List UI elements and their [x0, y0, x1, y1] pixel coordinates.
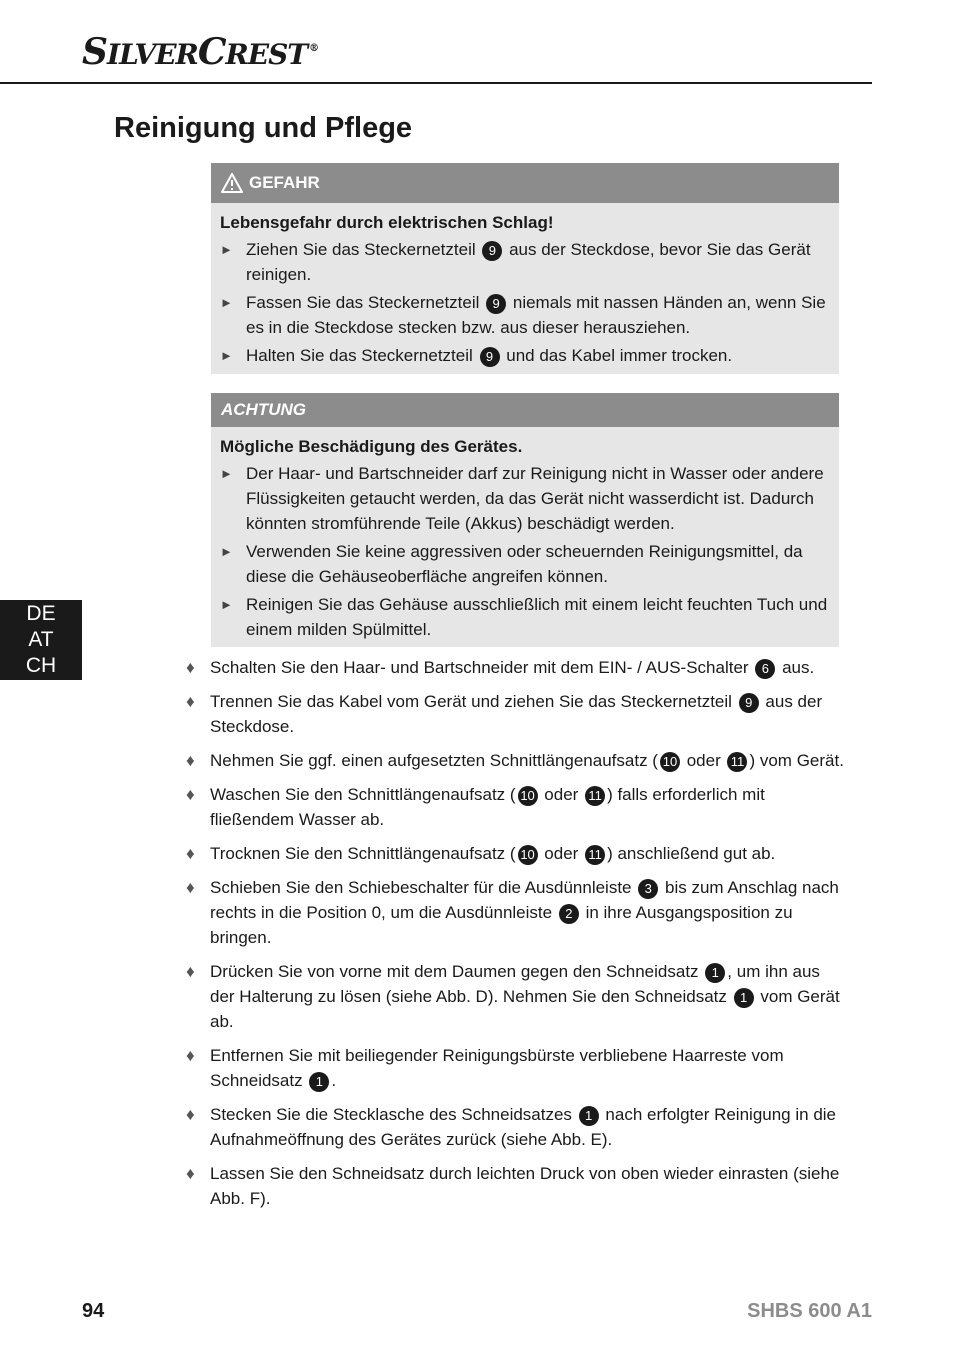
diamond-bullet-icon: ♦ [186, 658, 195, 677]
step-item: ♦ Schieben Sie den Schiebeschalter für die Ausdünnleiste 3 bis zum Anschlag nach rechts in die Position 0, um die Ausdünnleiste 2 in ihre Ausgangsposition zu bringen. [186, 875, 846, 950]
part-number-badge: 9 [739, 693, 759, 713]
step-item: ♦ Schalten Sie den Haar- und Bartschneider mit dem EIN- / AUS-Schalter 6 aus. [186, 655, 846, 680]
list-item: ► Fassen Sie das Steckernetzteil 9 niemals mit nassen Händen an, wenn Sie es in die Steckdose stecken bzw. aus dieser herausziehen. [220, 290, 829, 340]
danger-subtitle: Lebensgefahr durch elektrischen Schlag! [220, 213, 554, 232]
step-item: ♦ Trennen Sie das Kabel vom Gerät und ziehen Sie das Steckernetzteil 9 aus der Steckdose. [186, 689, 846, 739]
diamond-bullet-icon: ♦ [186, 1046, 195, 1065]
part-number-badge: 6 [755, 659, 775, 679]
danger-header [211, 163, 839, 203]
part-number-badge: 11 [585, 786, 605, 806]
part-number-badge: 1 [705, 963, 725, 983]
diamond-bullet-icon: ♦ [186, 962, 195, 981]
step-item: ♦ Trocknen Sie den Schnittlängenaufsatz ( 10 oder 11 ) anschließend gut ab. [186, 841, 846, 866]
language-de: DE [26, 602, 56, 625]
step-item: ♦ Nehmen Sie ggf. einen aufgesetzten Schnittlängenaufsatz ( 10 oder 11 ) vom Gerät. [186, 748, 846, 773]
part-number-badge: 10 [518, 786, 538, 806]
step-item: ♦ Drücken Sie von vorne mit dem Daumen gegen den Schneidsatz 1 , um ihn aus der Halterung zu lösen (siehe Abb. D). Nehmen Sie den Schneidsatz 1 vom Gerät ab. [186, 959, 846, 1034]
list-item: ► Reinigen Sie das Gehäuse ausschließlich mit einem leicht feuchten Tuch und einem milden Spülmittel. [220, 592, 829, 642]
cleaning-steps [186, 655, 846, 1220]
header-rule [0, 82, 872, 84]
list-item: ► Ziehen Sie das Steckernetzteil 9 aus der Steckdose, bevor Sie das Gerät reinigen. [220, 237, 829, 287]
part-number-badge: 1 [579, 1106, 599, 1126]
arrow-right-icon: ► [220, 242, 233, 257]
list-item: ► Verwenden Sie keine aggressiven oder scheuernden Reinigungsmittel, da diese die Gehäuseoberfläche angreifen können. [220, 539, 829, 589]
list-item: ► Halten Sie das Steckernetzteil 9 und das Kabel immer trocken. [220, 343, 829, 368]
step-item: ♦ Stecken Sie die Stecklasche des Schneidsatzes 1 nach erfolgter Reinigung in die Aufnahmeöffnung des Gerätes zurück (siehe Abb. E). [186, 1102, 846, 1152]
arrow-right-icon: ► [220, 466, 233, 481]
page-title: Reinigung und Pflege [114, 112, 413, 144]
diamond-bullet-icon: ♦ [186, 785, 195, 804]
caution-box [211, 393, 839, 647]
part-number-badge: 9 [482, 241, 502, 261]
part-number-badge: 1 [734, 988, 754, 1008]
list-item: ► Der Haar- und Bartschneider darf zur Reinigung nicht in Wasser oder andere Flüssigkeiten getaucht werden, da das Gerät nicht wasserdicht ist. Dadurch könnten stromführende Teile (Akkus) beschädigt werden. [220, 461, 829, 536]
diamond-bullet-icon: ♦ [186, 751, 195, 770]
part-number-badge: 11 [727, 752, 747, 772]
step-item: ♦ Lassen Sie den Schneidsatz durch leichten Druck von oben wieder einrasten (siehe Abb. F). [186, 1161, 846, 1211]
step-item: ♦ Waschen Sie den Schnittlängenaufsatz ( 10 oder 11 ) falls erforderlich mit fließendem Wasser ab. [186, 782, 846, 832]
part-number-badge: 3 [638, 879, 658, 899]
part-number-badge: 9 [480, 347, 500, 367]
language-ch: CH [25, 654, 57, 677]
part-number-badge: 11 [585, 845, 605, 865]
part-number-badge: 10 [660, 752, 680, 772]
step-item: ♦ Entfernen Sie mit beiliegender Reinigungsbürste verbliebene Haarreste vom Schneidsatz 1 . [186, 1043, 846, 1093]
diamond-bullet-icon: ♦ [186, 1105, 195, 1124]
part-number-badge: 2 [559, 904, 579, 924]
page-number: 94 [82, 1300, 105, 1322]
arrow-right-icon: ► [220, 295, 233, 310]
danger-header-label: GEFAHR [249, 173, 320, 192]
arrow-right-icon: ► [220, 348, 233, 363]
language-at: AT [28, 628, 54, 651]
diamond-bullet-icon: ♦ [186, 1164, 195, 1183]
warning-triangle-icon [221, 173, 243, 193]
brand-logo: SILVERCREST ® [82, 31, 319, 73]
diamond-bullet-icon: ♦ [186, 844, 195, 863]
part-number-badge: 10 [518, 845, 538, 865]
diamond-bullet-icon: ♦ [186, 878, 195, 897]
part-number-badge: 1 [309, 1072, 329, 1092]
language-tab [0, 600, 82, 680]
part-number-badge: 9 [486, 294, 506, 314]
danger-box [211, 163, 839, 374]
caution-header-label: ACHTUNG [221, 400, 306, 419]
model-name: SHBS 600 A1 [747, 1300, 872, 1322]
arrow-right-icon: ► [220, 544, 233, 559]
caution-list [211, 461, 839, 653]
arrow-right-icon: ► [220, 597, 233, 612]
caution-subtitle: Mögliche Beschädigung des Gerätes. [220, 437, 523, 456]
danger-list [211, 237, 839, 379]
caution-header [211, 393, 839, 427]
diamond-bullet-icon: ♦ [186, 692, 195, 711]
